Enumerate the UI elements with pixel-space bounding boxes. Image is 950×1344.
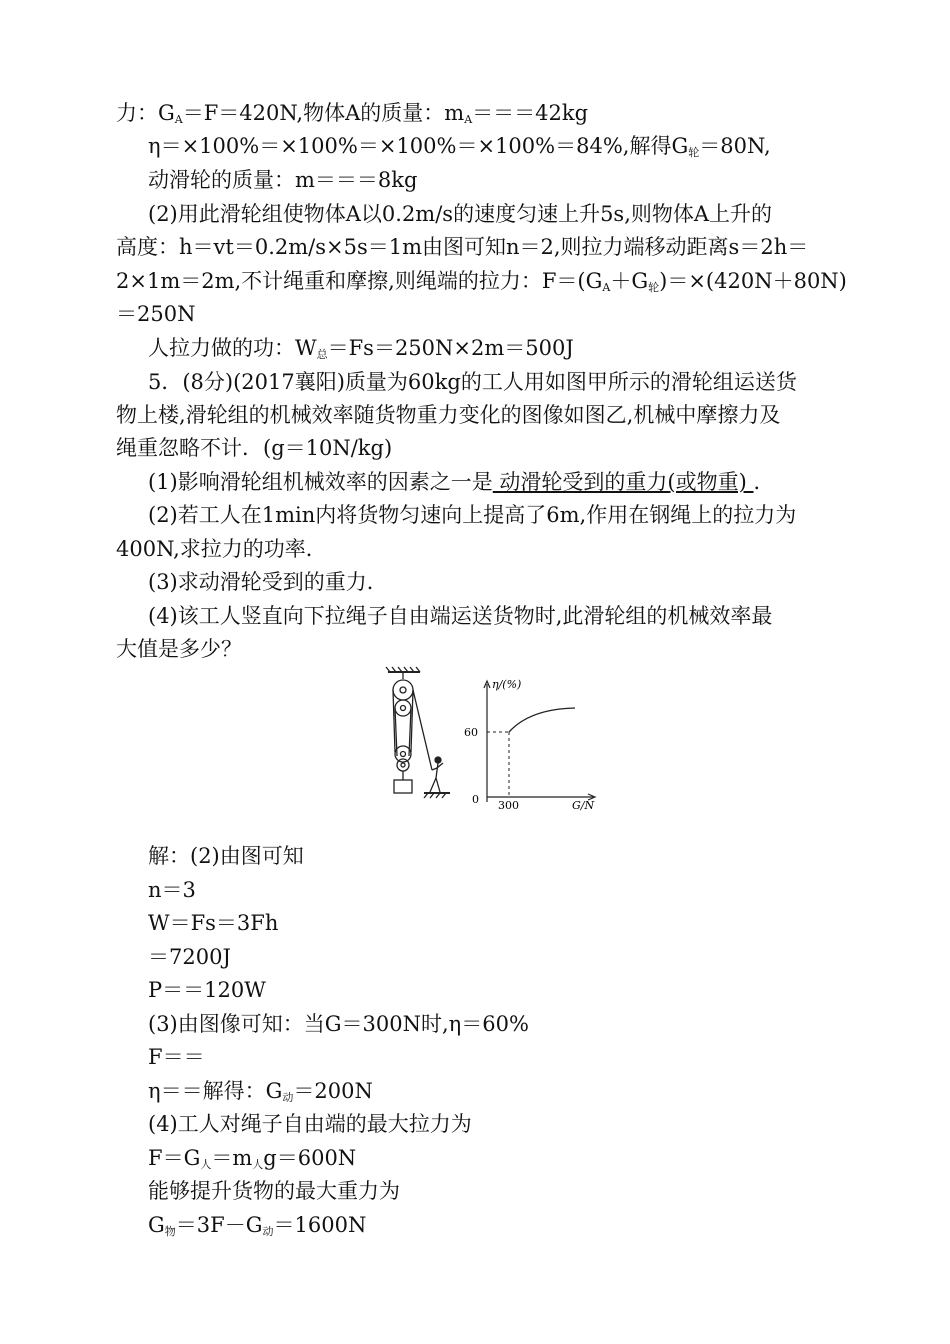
text-line: W＝Fs＝3Fh [148, 911, 279, 935]
text-line: (3)求动滑轮受到的重力． [148, 570, 388, 594]
text-line: 大值是多少？ [116, 637, 242, 661]
text-line: (4)该工人竖直向下拉绳子自由端运送货物时,此滑轮组的机械效率最 [148, 604, 773, 628]
answer-underline: 动滑轮受到的重力(或物重) [492, 470, 754, 494]
text-line: 动滑轮的质量：m＝＝＝8kg [148, 168, 418, 192]
question-title: 5．(8分)(2017襄阳)质量为60kg的工人用如图甲所示的滑轮组运送货 [148, 370, 797, 394]
text-line: 2×1m＝2m,不计绳重和摩擦,则绳端的拉力：$F=(G_A+G_轮)=\times(420N+80N)$ [116, 269, 847, 294]
text-line: 物上楼,滑轮组的机械效率随货物重力变化的图像如图乙,机械中摩擦力及 [116, 403, 781, 427]
text-line: (3)由图像可知：当G＝300N时,η＝60% [148, 1012, 529, 1036]
text-line: P＝＝120W [148, 978, 266, 1002]
y-axis-label: η/(%) [492, 678, 522, 691]
text-line: 力：$G_A=F=420N$,物体A的质量：$m_A===42kg$ [116, 101, 589, 126]
text-line: 人拉力做的功：$W_总=Fs=250N\times 2m=500J$ [148, 336, 574, 361]
text-line: 绳重忽略不计．(g＝10N/kg) [116, 436, 393, 460]
text-line: ＝7200J [148, 945, 231, 969]
text-line: $G_物=3F-G_动=1600N$ [148, 1213, 367, 1238]
text-line: 能够提升货物的最大重力为 [148, 1179, 400, 1203]
text-line: (4)工人对绳子自由端的最大拉力为 [148, 1112, 472, 1136]
efficiency-curve [509, 708, 575, 732]
text-line: (2)用此滑轮组使物体A以0.2m/s的速度匀速上升5s,则物体A上升的 [148, 202, 773, 226]
text-line: 400N,求拉力的功率． [116, 537, 327, 561]
text-line: η＝×100%＝×100%＝×100%＝×100%＝84%,解得$G_轮=80N$, [148, 134, 771, 159]
x-axis-label: G/N [572, 799, 595, 812]
pulley-and-efficiency-figure [380, 664, 605, 814]
text-line: n＝3 [148, 878, 196, 902]
y-tick-label: 60 [464, 726, 478, 739]
solution-heading: 解：(2)由图可知 [148, 844, 304, 868]
origin-label: 0 [472, 793, 479, 806]
efficiency-graph [464, 678, 595, 812]
pulley-system-diagram [386, 667, 450, 798]
text-line: $F=G_人=m_人g=600N$ [148, 1146, 357, 1171]
x-tick-label: 300 [498, 799, 519, 812]
text-line: (2)若工人在1min内将货物匀速向上提高了6m,作用在钢绳上的拉力为 [148, 503, 797, 527]
text-line: F＝＝ [148, 1045, 205, 1069]
text-line: ＝250N [116, 302, 196, 326]
text-line: (1)影响滑轮组机械效率的因素之一是 动滑轮受到的重力(或物重) ． [148, 470, 775, 494]
text-line: 高度：h＝vt＝0.2m/s×5s＝1m由图可知n＝2,则拉力端移动距离s＝2h＝ [116, 235, 809, 259]
text-line: η＝＝解得：$G_动=200N$ [148, 1079, 373, 1104]
